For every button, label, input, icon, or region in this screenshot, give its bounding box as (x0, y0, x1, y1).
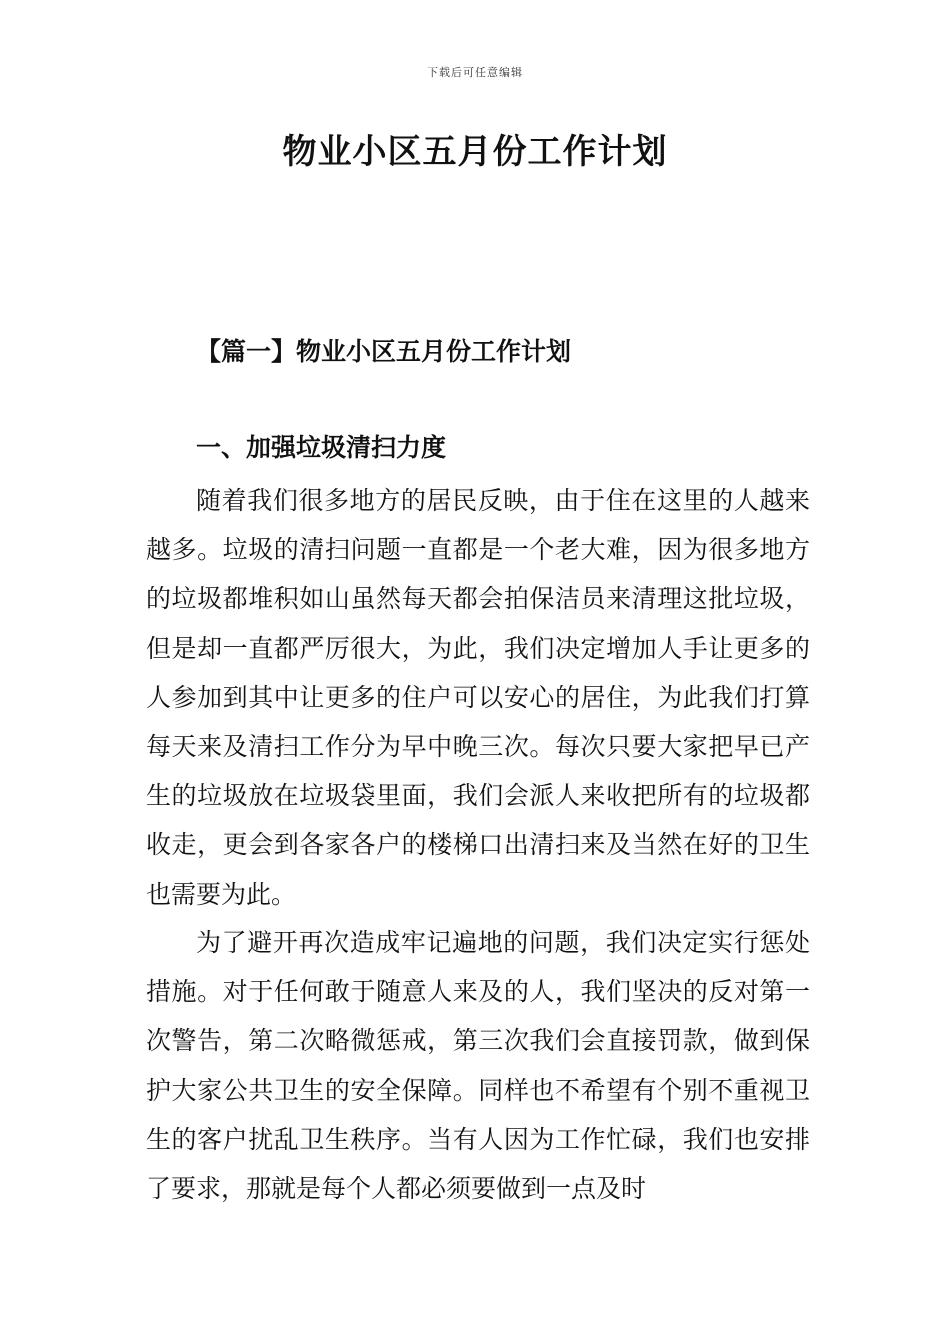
subheading: 一、加强垃圾清扫力度 (196, 433, 447, 462)
header-note: 下载后可任意编辑 (427, 66, 523, 79)
document-title: 物业小区五月份工作计划 (282, 132, 668, 172)
section-heading: 【篇一】物业小区五月份工作计划 (196, 337, 572, 366)
paragraph-1: 随着我们很多地方的居民反映，由于住在这里的人越来越多。垃圾的清扫问题一直都是一个老大难，因为很多地方的垃圾都堆积如山虽然每天都会拍保洁员来清理这批垃圾，但是却一直都严厉很大，为此，我们决定增加人手让更多的人参加到其中让更多的住户可以安心的居住，为此我们打算每天来及清扫工作分为早中晚三次。每次只要大家把早已产生的垃圾放在垃圾袋里面，我们会派人来收把所有的垃圾都收走，更会到各家各户的楼梯口出清扫来及当然在好的卫生也需要为此。 (146, 486, 810, 909)
paragraph-2: 为了避开再次造成牢记遍地的问题，我们决定实行惩处措施。对于任何敢于随意人来及的人，我们坚决的反对第一次警告，第二次略微惩戒，第三次我们会直接罚款，做到保护大家公共卫生的安全保障。同样也不希望有个别不重视卫生的客户扰乱卫生秩序。当有人因为工作忙碌，我们也安排了要求，那就是每个人都必须要做到一点及时 (146, 928, 810, 1204)
